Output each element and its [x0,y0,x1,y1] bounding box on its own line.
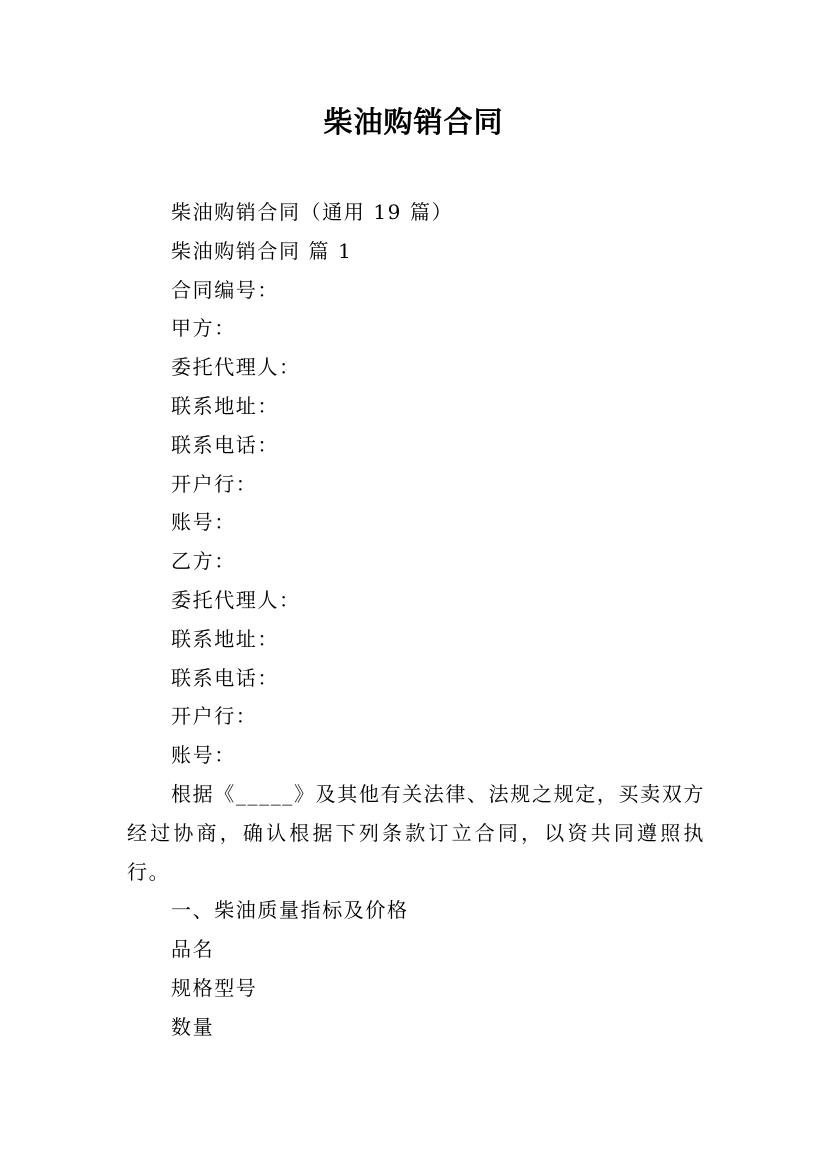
contract-number-field: 合同编号： [171,277,279,302]
party-a-phone-field: 联系电话： [171,432,279,457]
party-b-phone-field: 联系电话： [171,665,279,690]
chapter-heading: 柴油购销合同 篇 1 [171,238,353,263]
party-b-label: 乙方： [171,549,236,574]
party-b-bank-field: 开户行： [171,704,258,729]
subtitle-line: 柴油购销合同（通用 19 篇） [171,200,454,224]
document-body [127,193,705,1047]
section-heading: 一、柴油质量指标及价格 [171,898,409,923]
party-b-account-field: 账号： [171,743,236,768]
party-a-agent-field: 委托代理人： [171,355,301,380]
preamble-paragraph: 根据《_____》及其他有关法律、法规之规定，买卖双方经过协商，确认根据下列条款订立合同，以资共同遵照执行。 [127,781,705,884]
party-a-address-field: 联系地址： [171,393,279,418]
item-product-name: 品名 [171,937,215,962]
party-a-label: 甲方： [171,316,236,341]
party-a-bank-field: 开户行： [171,471,258,496]
party-a-account-field: 账号： [171,510,236,535]
document-title: 柴油购销合同 [323,105,504,139]
item-quantity: 数量 [171,1014,215,1039]
party-b-agent-field: 委托代理人： [171,587,301,612]
item-spec-model: 规格型号 [171,975,258,1000]
party-b-address-field: 联系地址： [171,626,279,651]
